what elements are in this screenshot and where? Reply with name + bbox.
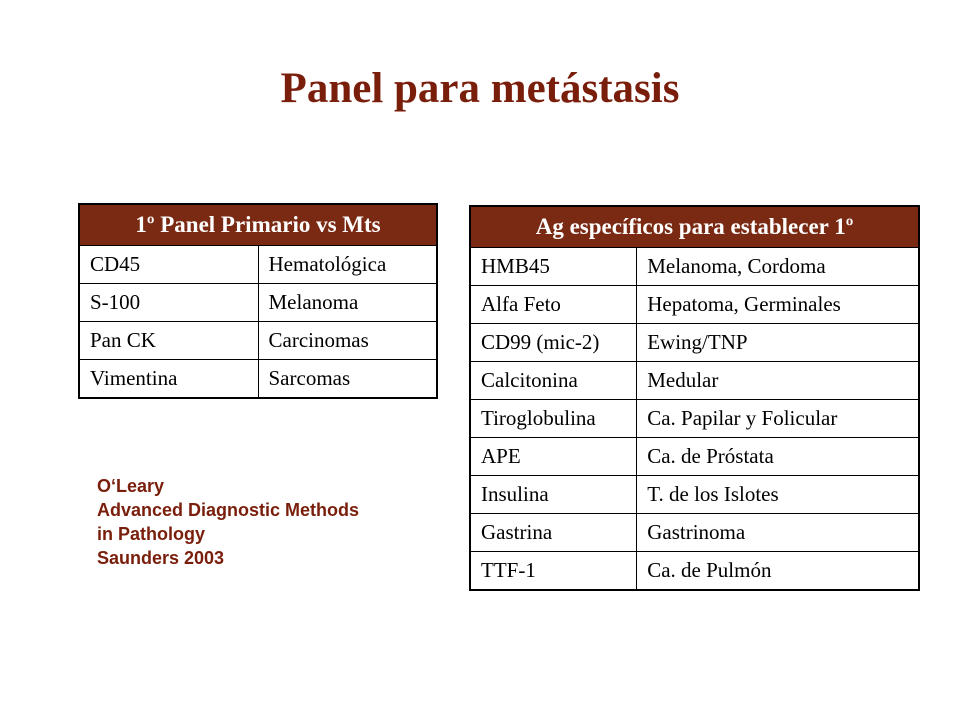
- panel-primario-table: [78, 203, 438, 399]
- table-row: [470, 514, 919, 552]
- table-row: [79, 246, 437, 284]
- reference-citation: [97, 474, 359, 570]
- table-row: [470, 476, 919, 514]
- antigen-cell: Gastrina: [470, 514, 637, 552]
- table-row: [470, 362, 919, 400]
- marker-cell: Vimentina: [79, 360, 258, 399]
- table-row: [470, 286, 919, 324]
- table-row: [79, 322, 437, 360]
- reference-publisher: Saunders 2003: [97, 548, 225, 568]
- tumor-cell: Ewing/TNP: [637, 324, 919, 362]
- antigen-cell: Calcitonina: [470, 362, 637, 400]
- marker-cell: S-100: [79, 284, 258, 322]
- antigen-cell: APE: [470, 438, 637, 476]
- marker-cell: Pan CK: [79, 322, 258, 360]
- panel-primario-header: 1º Panel Primario vs Mts: [79, 204, 437, 246]
- tumor-cell: Hepatoma, Germinales: [637, 286, 919, 324]
- ag-especificos-header: Ag específicos para establecer 1º: [470, 206, 919, 248]
- table-row: [470, 324, 919, 362]
- ag-especificos-table: [469, 205, 920, 591]
- marker-cell: CD45: [79, 246, 258, 284]
- tumor-cell: Medular: [637, 362, 919, 400]
- antigen-cell: Tiroglobulina: [470, 400, 637, 438]
- table-row: [470, 438, 919, 476]
- diagnosis-cell: Sarcomas: [258, 360, 437, 399]
- tumor-cell: Ca. Papilar y Folicular: [637, 400, 919, 438]
- antigen-cell: TTF-1: [470, 552, 637, 591]
- antigen-cell: Alfa Feto: [470, 286, 637, 324]
- tumor-cell: Melanoma, Cordoma: [637, 248, 919, 286]
- antigen-cell: Insulina: [470, 476, 637, 514]
- tumor-cell: T. de los Islotes: [637, 476, 919, 514]
- table-row: [470, 400, 919, 438]
- page-title: Panel para metástasis: [280, 65, 680, 112]
- table-row: [470, 552, 919, 591]
- table-row: [79, 284, 437, 322]
- reference-title-line: Advanced Diagnostic Methods: [97, 500, 360, 520]
- tumor-cell: Ca. de Pulmón: [637, 552, 919, 591]
- reference-title-line: in Pathology: [97, 524, 205, 544]
- diagnosis-cell: Melanoma: [258, 284, 437, 322]
- tumor-cell: Ca. de Próstata: [637, 438, 919, 476]
- antigen-cell: HMB45: [470, 248, 637, 286]
- table-row: [470, 248, 919, 286]
- diagnosis-cell: Hematológica: [258, 246, 437, 284]
- antigen-cell: CD99 (mic-2): [470, 324, 637, 362]
- table-row: [79, 360, 437, 399]
- diagnosis-cell: Carcinomas: [258, 322, 437, 360]
- reference-author: O‘Leary: [97, 476, 165, 496]
- tumor-cell: Gastrinoma: [637, 514, 919, 552]
